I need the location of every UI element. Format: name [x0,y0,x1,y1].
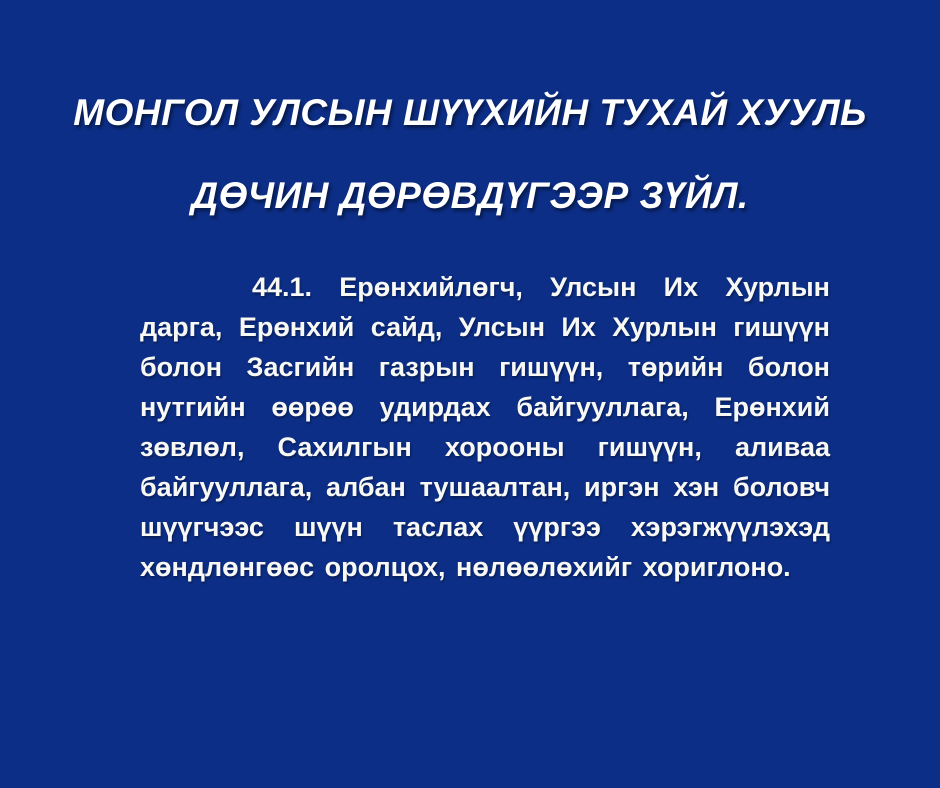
law-title: МОНГОЛ УЛСЫН ШҮҮХИЙН ТУХАЙ ХУУЛЬ [73,92,867,133]
article-heading: ДӨЧИН ДӨРӨВДҮГЭЭР ЗҮЙЛ. [191,174,749,216]
article-body-text: 44.1. Ерөнхийлөгч, Улсын Их Хурлын дарга, Ерөнхий сайд, Улсын Их Хурлын гишүүн болон Засгийн газрын гишүүн, төрийн болон нутгийн өөрөө удирдах байгууллага, Ерөнхий зөвлөл, Сахилгын хорооны гишүүн, аливаа байгууллага, албан тушаалтан, иргэн хэн боловч шүүгчээс шүүн таслах үүргээ хэрэгжүүлэхэд хөндлөнгөөс оролцох, нөлөөлөхийг хориглоно. [140,272,830,583]
